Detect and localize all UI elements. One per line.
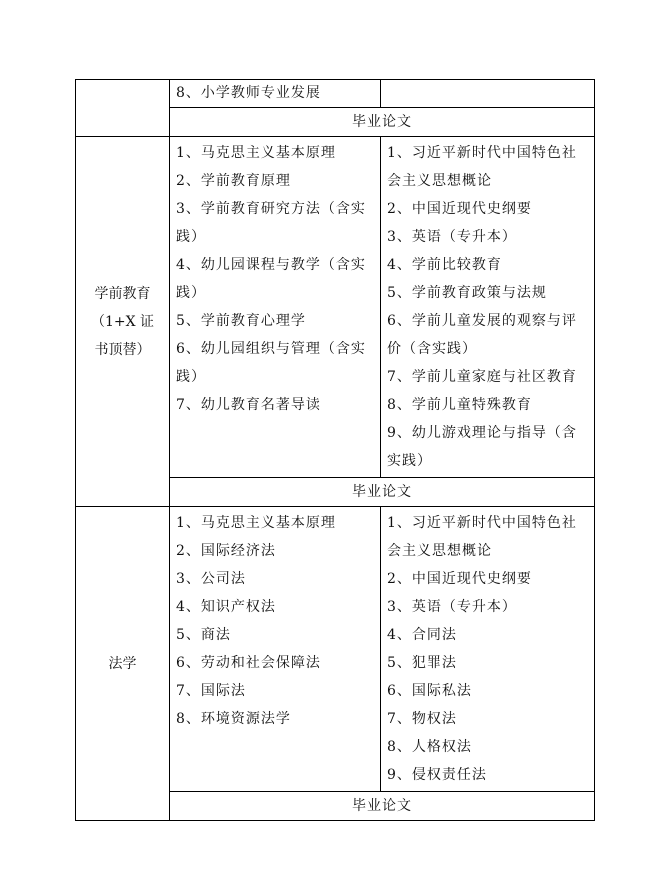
course-item: 1、马克思主义基本原理 xyxy=(176,145,336,161)
course-item: 2、中国近现代史纲要 xyxy=(387,571,532,587)
course-item: 3、学前教育研究方法（含实践） xyxy=(176,201,366,245)
course-item: 3、英语（专升本） xyxy=(387,599,517,615)
major-cell xyxy=(76,507,170,821)
thesis-cell: 毕业论文 xyxy=(170,478,595,507)
table-row xyxy=(76,137,595,478)
thesis-cell: 毕业论文 xyxy=(170,108,595,137)
thesis-cell: 毕业论文 xyxy=(170,792,595,821)
course-item: 3、英语（专升本） xyxy=(387,229,517,245)
course-item: 7、国际法 xyxy=(176,683,246,699)
course-item: 6、学前儿童发展的观察与评价（含实践） xyxy=(387,313,577,357)
course-item: 1、马克思主义基本原理 xyxy=(176,515,336,531)
course-item: 6、国际私法 xyxy=(387,683,472,699)
course-cell xyxy=(170,507,381,792)
course-item: 4、幼儿园课程与教学（含实践） xyxy=(176,257,366,301)
course-item: 7、物权法 xyxy=(387,711,457,727)
course-item: 3、公司法 xyxy=(176,571,246,587)
course-list-left xyxy=(176,137,374,421)
course-item: 9、侵权责任法 xyxy=(387,767,487,783)
major-cell-empty xyxy=(76,80,170,137)
major-note: （1+X 证书顶替） xyxy=(90,313,155,358)
major-name: 学前教育 xyxy=(94,285,151,302)
course-item: 6、劳动和社会保障法 xyxy=(176,655,321,671)
course-item: 6、幼儿园组织与管理（含实践） xyxy=(176,341,366,385)
course-item: 2、中国近现代史纲要 xyxy=(387,201,532,217)
course-cell-empty xyxy=(381,80,595,108)
course-item: 4、知识产权法 xyxy=(176,599,276,615)
course-cell xyxy=(381,137,595,478)
course-item: 4、学前比较教育 xyxy=(387,257,502,273)
course-item: 7、学前儿童家庭与社区教育 xyxy=(387,369,577,385)
course-item: 8、环境资源法学 xyxy=(176,711,291,727)
course-cell xyxy=(381,507,595,792)
table-row xyxy=(76,80,595,108)
course-item: 8、人格权法 xyxy=(387,739,472,755)
course-item: 8、小学教师专业发展 xyxy=(176,85,321,101)
course-item: 1、习近平新时代中国特色社会主义思想概论 xyxy=(387,145,577,189)
course-item: 2、国际经济法 xyxy=(176,543,276,559)
course-item: 5、学前教育政策与法规 xyxy=(387,285,547,301)
course-item: 9、幼儿游戏理论与指导（含实践） xyxy=(387,425,577,469)
course-item: 5、犯罪法 xyxy=(387,655,457,671)
course-item: 5、商法 xyxy=(176,627,231,643)
course-item: 5、学前教育心理学 xyxy=(176,313,306,329)
course-cell xyxy=(170,137,381,478)
course-item: 8、学前儿童特殊教育 xyxy=(387,397,532,413)
curriculum-table xyxy=(75,79,595,821)
course-cell xyxy=(170,80,381,108)
major-cell xyxy=(76,137,170,507)
course-item: 7、幼儿教育名著导读 xyxy=(176,397,321,413)
course-list-right xyxy=(387,137,588,477)
course-item: 2、学前教育原理 xyxy=(176,173,291,189)
course-item: 1、习近平新时代中国特色社会主义思想概论 xyxy=(387,515,577,559)
table-row xyxy=(76,507,595,792)
course-list-right xyxy=(387,507,588,791)
major-name: 法学 xyxy=(108,655,137,672)
course-list-left xyxy=(176,507,374,735)
course-item: 4、合同法 xyxy=(387,627,457,643)
